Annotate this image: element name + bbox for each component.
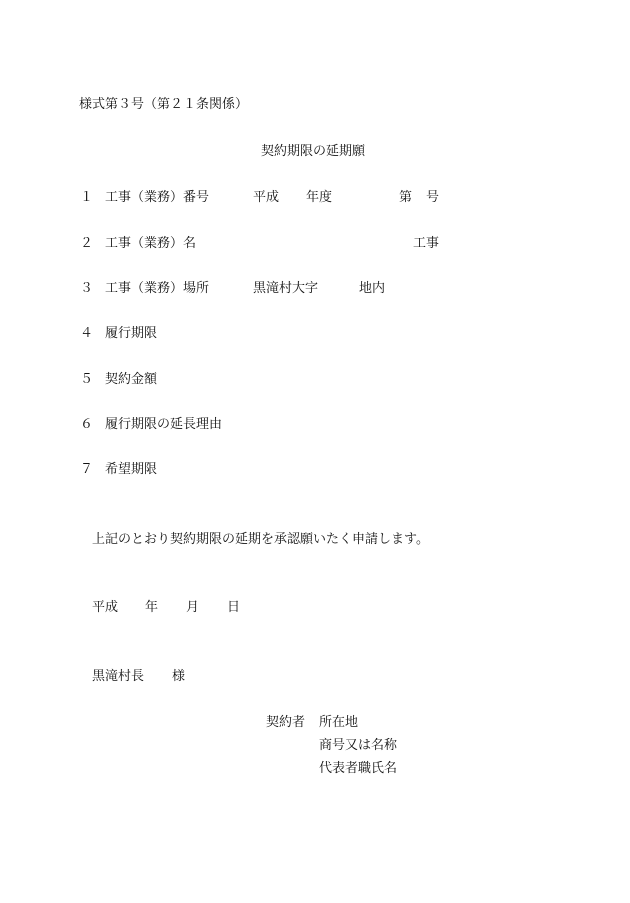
item-label-4: 履行期限 [105, 326, 158, 341]
item-label-2: 工事（業務）名 [105, 236, 197, 251]
contractor-label: 契約者 [266, 715, 306, 730]
item-label-7: 希望期限 [105, 462, 158, 477]
item-2-koji: 工事 [413, 236, 440, 251]
item-1-era: 平成 [253, 190, 280, 205]
date-year: 年 [145, 600, 159, 615]
item-label-6: 履行期限の延長理由 [105, 417, 223, 432]
date-era: 平成 [92, 600, 119, 615]
form-number: 様式第３号（第２１条関係） [79, 97, 249, 112]
item-number-4: ４ [80, 326, 94, 341]
item-number-1: １ [80, 190, 94, 205]
item-label-5: 契約金額 [105, 372, 158, 387]
item-number-3: ３ [80, 281, 94, 296]
item-number-2: ２ [80, 236, 94, 251]
date-day: 日 [227, 600, 241, 615]
contractor-representative-label: 代表者職氏名 [319, 761, 398, 776]
date-month: 月 [186, 600, 200, 615]
addressee-name: 黒滝村長 [92, 669, 145, 684]
item-label-1: 工事（業務）番号 [105, 190, 210, 205]
addressee-honorific: 様 [172, 669, 186, 684]
item-number-5: ５ [80, 372, 94, 387]
item-1-dai: 第 [399, 190, 413, 205]
item-label-3: 工事（業務）場所 [105, 281, 210, 296]
item-1-fiscal-year: 年度 [306, 190, 333, 205]
contractor-address-label: 所在地 [319, 715, 359, 730]
item-number-6: ６ [80, 417, 94, 432]
item-3-area: 地内 [359, 281, 386, 296]
application-statement: 上記のとおり契約期限の延期を承認願いたく申請します。 [92, 532, 429, 547]
item-number-7: ７ [80, 462, 94, 477]
document-title: 契約期限の延期願 [261, 144, 366, 159]
item-3-village: 黒滝村大字 [253, 281, 319, 296]
contractor-company-label: 商号又は名称 [319, 738, 398, 753]
item-1-go: 号 [426, 190, 440, 205]
